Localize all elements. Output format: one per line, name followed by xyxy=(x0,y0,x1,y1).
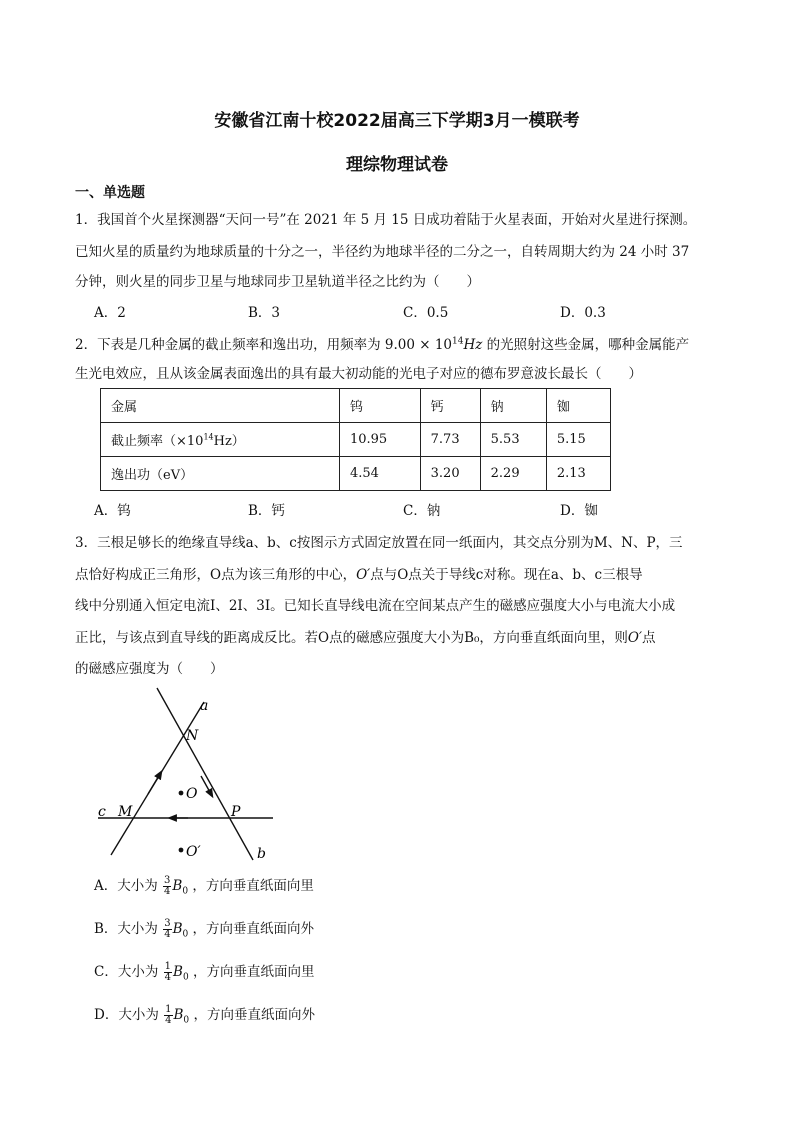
wire-figure xyxy=(90,680,280,870)
q2-line-1 xyxy=(75,333,689,353)
oprime-symbol: O′ xyxy=(356,567,371,583)
q1-line-2: 已知火星的质量约为地球质量的十分之一，半径约为地球半径的二分之一，自转周期大约为 24 小时 37 xyxy=(75,244,690,260)
label-n: N xyxy=(186,728,199,744)
table-row xyxy=(101,423,611,457)
table-row-label: 逸出功（eV） xyxy=(101,457,340,491)
table-row-label: 截止频率$(\times 10^{14}Hz)$ xyxy=(101,423,340,457)
table-cell: 3.20 xyxy=(420,457,480,491)
q3-option-b[interactable]: B．大小为 $\frac{3}{4}$ $B_0$ ，方向垂直纸面向外 xyxy=(94,918,315,940)
table-header-cell: 钨 xyxy=(339,389,420,423)
table-cell: 10.95 xyxy=(339,423,420,457)
q2-option-d[interactable]: D．铷 xyxy=(560,503,598,519)
q2-option-a[interactable]: A．钨 xyxy=(94,503,131,519)
label-a: a xyxy=(200,698,209,714)
page-title: 安徽省江南十校2022届高三下学期3月一模联考 xyxy=(214,111,580,131)
q3-option-d[interactable]: D．大小为 $\frac{1}{4}$ $B_0$ ，方向垂直纸面向外 xyxy=(94,1004,315,1026)
q1-option-a[interactable]: A．2 xyxy=(94,305,126,321)
table-cell: 5.53 xyxy=(480,423,546,457)
arrow-a-icon xyxy=(148,774,160,794)
q1-option-c[interactable]: C．0.5 xyxy=(403,305,449,321)
table-cell: 7.73 xyxy=(420,423,480,457)
q3-line-1: 3．三根足够长的绝缘直导线a、b、c按图示方式固定放置在同一纸面内，其交点分别为M、N、P，三 xyxy=(75,535,683,551)
point-o-dot xyxy=(179,791,184,796)
q2-frequency: $9.00 \times 10^{14}Hz$ xyxy=(384,336,483,353)
q2-line-1-post: 的光照射这些金属，哪种金属能产 xyxy=(486,337,690,353)
metal-table xyxy=(100,388,611,491)
table-header-row xyxy=(101,389,611,423)
table-header-cell: 钙 xyxy=(420,389,480,423)
q1-line-1: 1．我国首个火星探测器“天问一号”在 2021 年 5 月 15 日成功着陆于火星表面，开始对火星进行探测。 xyxy=(75,212,697,228)
table-header-cell: 铷 xyxy=(546,389,610,423)
q3-option-a[interactable]: A．大小为 $\frac{3}{4}$ $B_0$ ，方向垂直纸面向里 xyxy=(94,875,314,897)
q3-line-4: 正比，与该点到直导线的距离成反比。若O点的磁感应强度大小为B₀，方向垂直纸面向里，则O′点 xyxy=(75,630,656,646)
q2-option-c[interactable]: C．钠 xyxy=(403,503,441,519)
point-oprime-dot xyxy=(179,848,184,853)
table-row xyxy=(101,457,611,491)
q2-option-b[interactable]: B．钙 xyxy=(248,503,285,519)
q1-option-b[interactable]: B．3 xyxy=(248,305,281,321)
label-b: b xyxy=(257,846,266,862)
q1-option-d[interactable]: D．0.3 xyxy=(560,305,606,321)
label-o: O xyxy=(186,786,198,802)
table-header-cell: 金属 xyxy=(101,389,340,423)
q3-line-3: 线中分别通入恒定电流I、2I、3I。已知长直导线电流在空间某点产生的磁感应强度大小与电流大小成 xyxy=(75,598,676,614)
table-cell: 4.54 xyxy=(339,457,420,491)
label-m: M xyxy=(118,804,133,820)
arrow-b-icon xyxy=(201,776,211,794)
table-cell: 2.13 xyxy=(546,457,610,491)
table-cell: 5.15 xyxy=(546,423,610,457)
section-heading: 一、单选题 xyxy=(75,185,145,201)
page-subtitle: 理综物理试卷 xyxy=(346,155,448,175)
q3-line-2: 点恰好构成正三角形，O点为该三角形的中心，O′点与O点关于导线c对称。现在a、b、c三根导 xyxy=(75,567,643,583)
q2-line-1-pre: 2．下表是几种金属的截止频率和逸出功，用频率为 xyxy=(75,337,381,353)
oprime-symbol: O′ xyxy=(627,630,643,646)
q3-option-c[interactable]: C．大小为 $\frac{1}{4}$ $B_0$ ，方向垂直纸面向里 xyxy=(94,961,315,983)
label-p: P xyxy=(231,804,241,820)
q2-line-2: 生光电效应，且从该金属表面逸出的具有最大初动能的光电子对应的德布罗意波长最长（ ） xyxy=(75,366,642,382)
q1-line-3: 分钟，则火星的同步卫星与地球同步卫星轨道半径之比约为（ ） xyxy=(75,274,480,290)
label-c: c xyxy=(98,804,106,820)
table-cell: 2.29 xyxy=(480,457,546,491)
q3-line-5: 的磁感应强度为（ ） xyxy=(75,661,224,677)
label-oprime: O′ xyxy=(186,844,201,860)
table-header-cell: 钠 xyxy=(480,389,546,423)
